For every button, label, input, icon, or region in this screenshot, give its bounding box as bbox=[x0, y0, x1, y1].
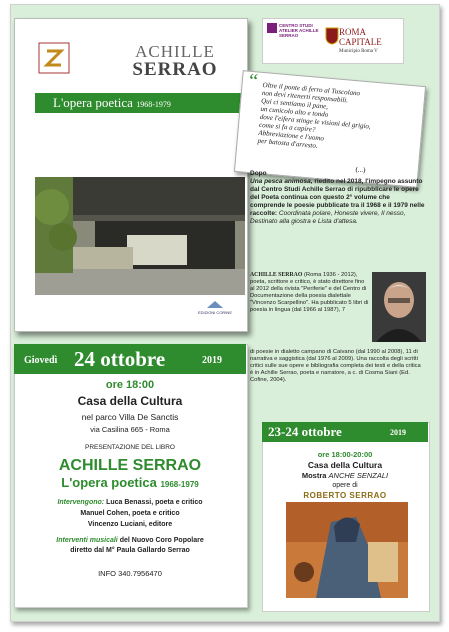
roma-crest-icon bbox=[325, 27, 339, 45]
music-text: del Nuovo Coro Popolare bbox=[119, 537, 204, 544]
sponsor-logos bbox=[262, 18, 404, 64]
roma-line2: CAPITALE bbox=[339, 37, 382, 47]
cover-title bbox=[35, 93, 245, 113]
cover-author-last: SERRAO bbox=[132, 59, 218, 80]
event1-speakers bbox=[14, 497, 246, 530]
event2-time: ore 18:00-20:00 bbox=[317, 450, 373, 459]
speaker-2: Manuel Cohen, poeta e critico bbox=[80, 510, 180, 517]
speaker-1: Luca Benassi, poeta e critico bbox=[106, 499, 203, 506]
event2-date: 23-24 ottobre bbox=[268, 424, 342, 439]
quote-mark-icon: “ bbox=[247, 69, 259, 93]
underpass-image bbox=[35, 177, 245, 295]
event2-place: Casa della Cultura bbox=[307, 460, 383, 470]
painting-image bbox=[286, 502, 408, 598]
portrait-image bbox=[372, 272, 426, 342]
event1-music bbox=[14, 536, 246, 556]
roma-line1: ROMA bbox=[339, 27, 367, 37]
dopo-paragraph bbox=[250, 170, 425, 226]
event2-mostra bbox=[262, 471, 428, 480]
dopo-body: riedito nel 2018, l'impegno assunto dal Centro Studi Achille Serrao di ripubblicare le opere del Poeta continua con questo 2° volume che comprende le poesie pubblicate tra il 1968 e il 1979 nelle raccolte: bbox=[250, 178, 425, 217]
event1-address2: via Casilina 665 - Roma bbox=[90, 425, 170, 434]
event1-info: INFO 340.7956470 bbox=[98, 569, 162, 578]
mostra-title: ANCHE SENZALI bbox=[328, 471, 389, 480]
cover-photo-underpass bbox=[35, 177, 245, 295]
dopo-collections: Coordinata polare, Honeste vivere, Il nesso, Destinato alla giostra e Lista d'attesa. bbox=[250, 210, 406, 225]
centro-studi-small-logo-icon bbox=[267, 23, 277, 33]
book-cover bbox=[14, 18, 248, 332]
bio-narrow bbox=[250, 272, 370, 314]
cover-years: 1968-1979 bbox=[136, 100, 171, 109]
event1-presentation: PRESENTAZIONE DEL LIBRO bbox=[85, 444, 175, 451]
event2-opere: opere di bbox=[332, 482, 358, 489]
author-portrait bbox=[372, 272, 426, 342]
event1-date: 24 ottobre bbox=[74, 347, 166, 371]
event1-year: 2019 bbox=[202, 355, 222, 366]
roma-capitale bbox=[339, 27, 399, 57]
quote-ellipsis: (...) bbox=[355, 165, 366, 175]
bio-text-narrow: (Roma 1936 - 2012), poeta, scrittore e critico, è stato direttore fino al 2012 della rivista "Periferie" e del Centro di Documentazione della poesia dialettale "Vincenzo Scarpellino". Ha pubblicato 5 libri di poesia in lingua (dal 1966 al 1987), 7 bbox=[250, 272, 369, 313]
publisher-name: EDIZIONI CORINE bbox=[197, 310, 232, 315]
dopo-italic-title: Una pesca animosa, bbox=[250, 178, 313, 185]
cover-author bbox=[105, 43, 245, 79]
exhibition-painting bbox=[286, 502, 408, 598]
speakers-label: Intervengono: bbox=[57, 499, 105, 506]
event1-place: Casa della Cultura bbox=[77, 394, 183, 408]
cover-author-first: ACHILLE bbox=[135, 42, 215, 61]
bio-text-wide: di poesie in dialetto campano di Caivano (dal 1990 al 2008), 11 di narrativa e saggistica (dal 1976 al 2009). Una raccolta degli scritti critici sulle sue opere e bibliografia completa dei testi e della critica è in Achille Serrao, poeta e narratore, a c. di Cosma Siani (Ed. Cofine, 2004). bbox=[250, 349, 421, 383]
centro-studi-name: CENTRO STUDI ATELIER ACHILLE SERRAO bbox=[279, 23, 319, 38]
event1-book bbox=[14, 475, 246, 490]
event1-author: ACHILLE SERRAO bbox=[58, 457, 202, 474]
music-text2: diretto dal M° Paula Gallardo Serrao bbox=[70, 547, 190, 554]
music-label: Interventi musicali bbox=[56, 537, 118, 544]
event2-year: 2019 bbox=[390, 428, 406, 437]
centro-studi-logo-icon bbox=[37, 41, 71, 75]
event1-address1: nel parco Villa De Sanctis bbox=[81, 412, 179, 422]
mostra-label: Mostra bbox=[301, 471, 327, 480]
event1-book-years: 1968-1979 bbox=[160, 480, 199, 489]
event2-date-bar bbox=[262, 422, 428, 442]
cover-title-text: L'opera poetica bbox=[53, 95, 133, 110]
quote-text: Oltre il ponte di ferro al Tuscolano non devi ritenerti responsabili. Qui ci sentiamo il pane, un cunicolo alto e tondo dove l'eifera stinge le visioni del grigio, come si fa a capire? Abbreviazione e l'uomo per batosta d'arresto. bbox=[257, 80, 372, 150]
publisher-logo-icon bbox=[205, 299, 225, 309]
cover-publisher bbox=[195, 299, 235, 315]
dopo-heading: Dopo bbox=[250, 170, 267, 177]
event1-date-bar bbox=[14, 344, 246, 374]
event1-book-title: L'opera poetica bbox=[61, 475, 157, 490]
speaker-3: Vincenzo Luciani, editore bbox=[87, 521, 173, 528]
event2-artist: ROBERTO SERRAO bbox=[303, 491, 387, 500]
event1-time: ore 18:00 bbox=[105, 379, 155, 391]
municipio: Municipio Roma V bbox=[339, 49, 378, 54]
event1-day: Giovedì bbox=[24, 355, 58, 366]
bio-name: ACHILLE SERRAO bbox=[250, 272, 303, 278]
